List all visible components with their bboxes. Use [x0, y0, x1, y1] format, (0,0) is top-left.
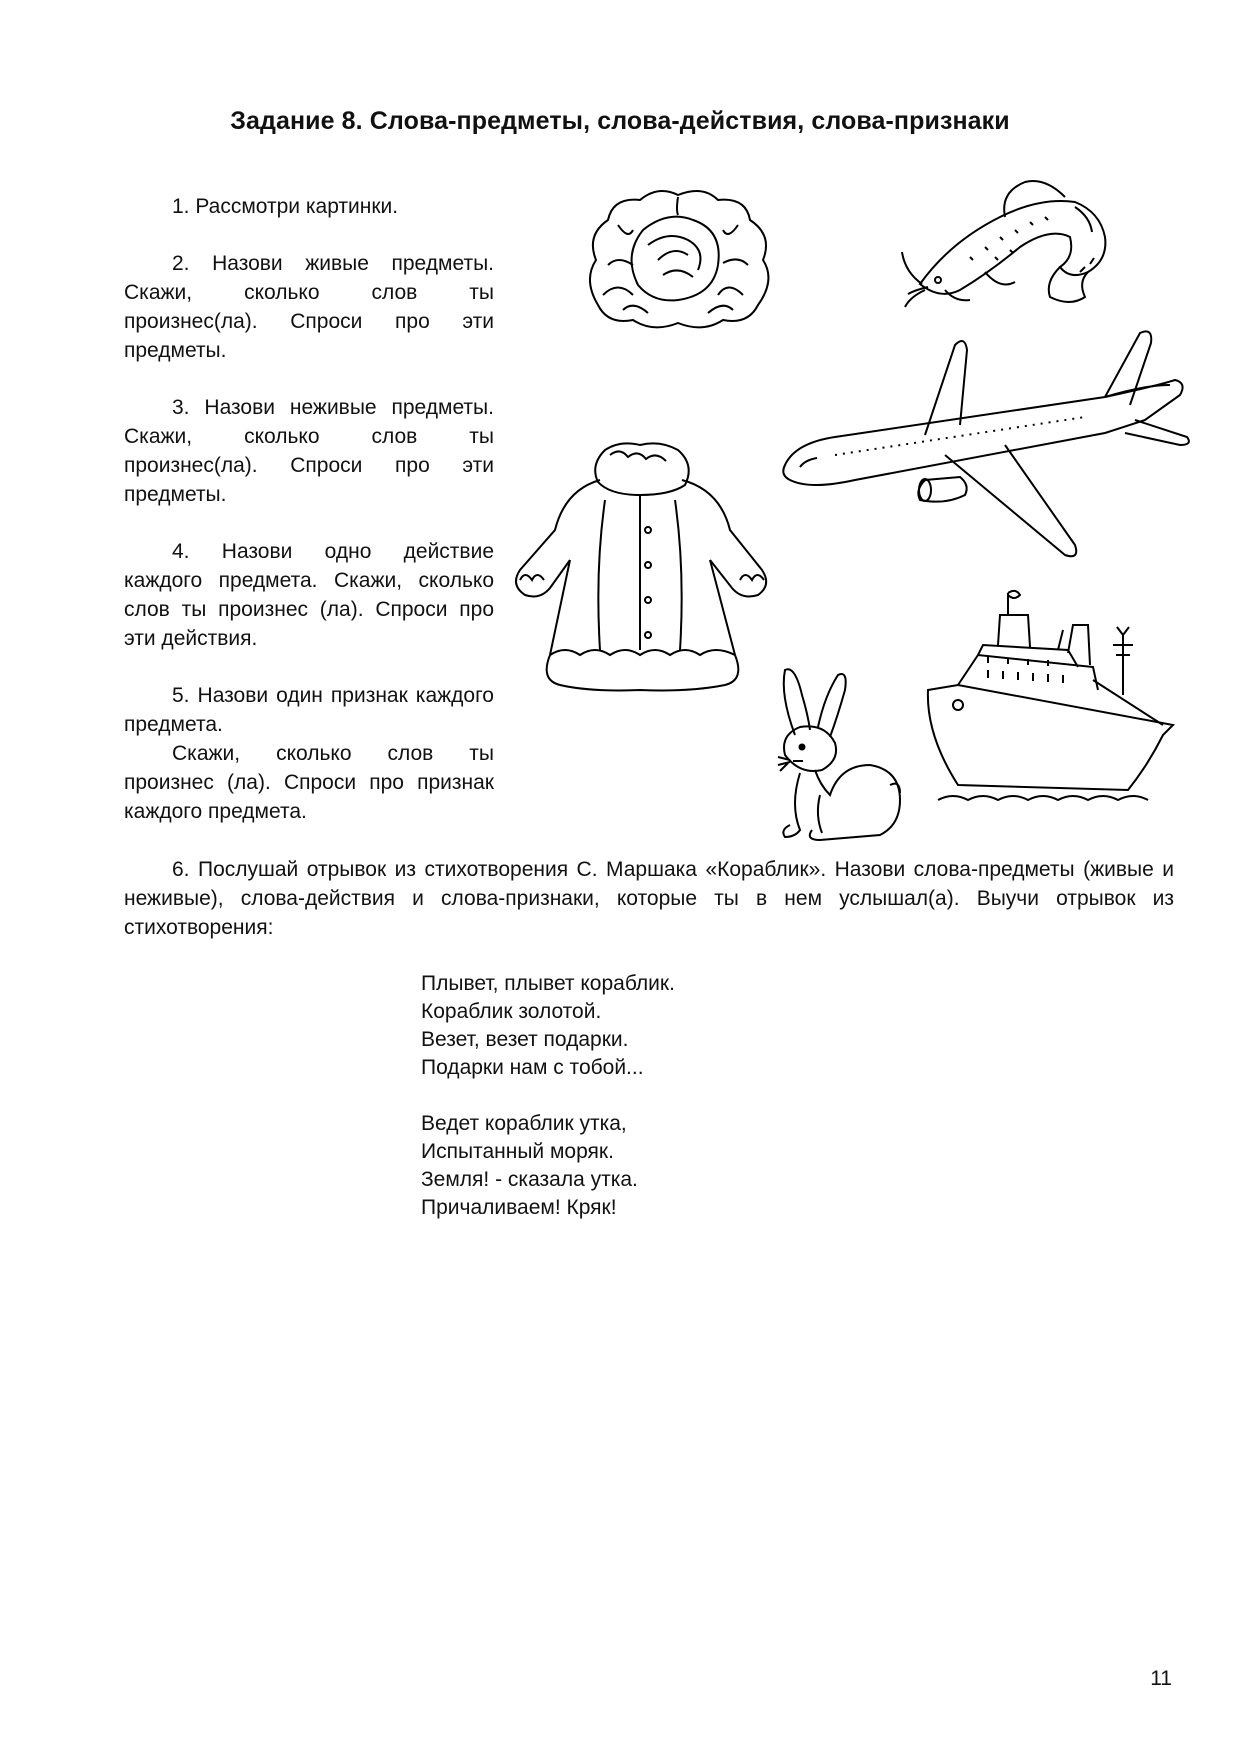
task-number: 2. [172, 252, 190, 275]
page-number: 11 [1150, 1667, 1172, 1690]
task-text: Рассмотри картинки. [195, 195, 399, 218]
task-item [124, 249, 494, 365]
task-text: Назови неживые предметы. Скажи, сколько слов ты произнес(ла). Спроси про эти предметы. [124, 396, 494, 506]
poem-line: Ведет кораблик утка, [421, 1112, 627, 1135]
airplane-icon [775, 325, 1195, 560]
poem-line: Земля! - сказала утка. [421, 1168, 638, 1191]
task-number: 1. [172, 195, 190, 218]
task-item [124, 681, 494, 826]
poem-stanza [421, 970, 675, 1082]
poem-line: Кораблик золотой. [421, 1000, 602, 1023]
page-title: Задание 8. Слова-предметы, слова-действия, слова-признаки [230, 107, 1010, 135]
poem-line: Подарки нам с тобой... [421, 1056, 644, 1079]
task-item [124, 192, 494, 221]
task-text: Назови живые предметы. Скажи, сколько слов ты произнес(ла). Спроси про эти предметы. [124, 252, 494, 362]
task-text-continued: Скажи, сколько слов ты произнес (ла). Спроси про признак каждого предмета. [124, 742, 494, 823]
task-number: 3. [172, 396, 190, 419]
poem-line: Везет, везет подарки. [421, 1028, 629, 1051]
rabbit-icon [760, 665, 905, 845]
task-list [124, 192, 494, 854]
task-text: Назови один признак каждого предмета. [124, 684, 494, 736]
task-number: 6. [172, 858, 190, 881]
task-item [124, 393, 494, 509]
poem-line: Плывет, плывет кораблик. [421, 972, 675, 995]
cabbage-icon [578, 185, 778, 335]
task-number: 4. [172, 540, 190, 563]
poem-line: Испытанный моряк. [421, 1140, 614, 1163]
fur-coat-icon [510, 440, 775, 695]
poem-line: Причаливаем! Кряк! [421, 1196, 617, 1219]
task-text: Назови одно действие каждого предмета. Скажи, сколько слов ты произнес (ла). Спроси про эти действия. [124, 540, 494, 650]
poem-stanza [421, 1110, 675, 1222]
task-number: 5. [172, 684, 190, 707]
task-6 [124, 855, 1174, 942]
task-item [124, 537, 494, 653]
fish-icon [900, 172, 1115, 317]
poem [421, 970, 675, 1250]
ship-icon [918, 585, 1183, 810]
task-text: Послушай отрывок из стихотворения С. Маршака «Кораблик». Назови слова-предметы (живые и неживые), слова-действия и слова-признаки, которые ты в нем услышал(а). Выучи отрывок из стихотворения: [124, 858, 1174, 939]
